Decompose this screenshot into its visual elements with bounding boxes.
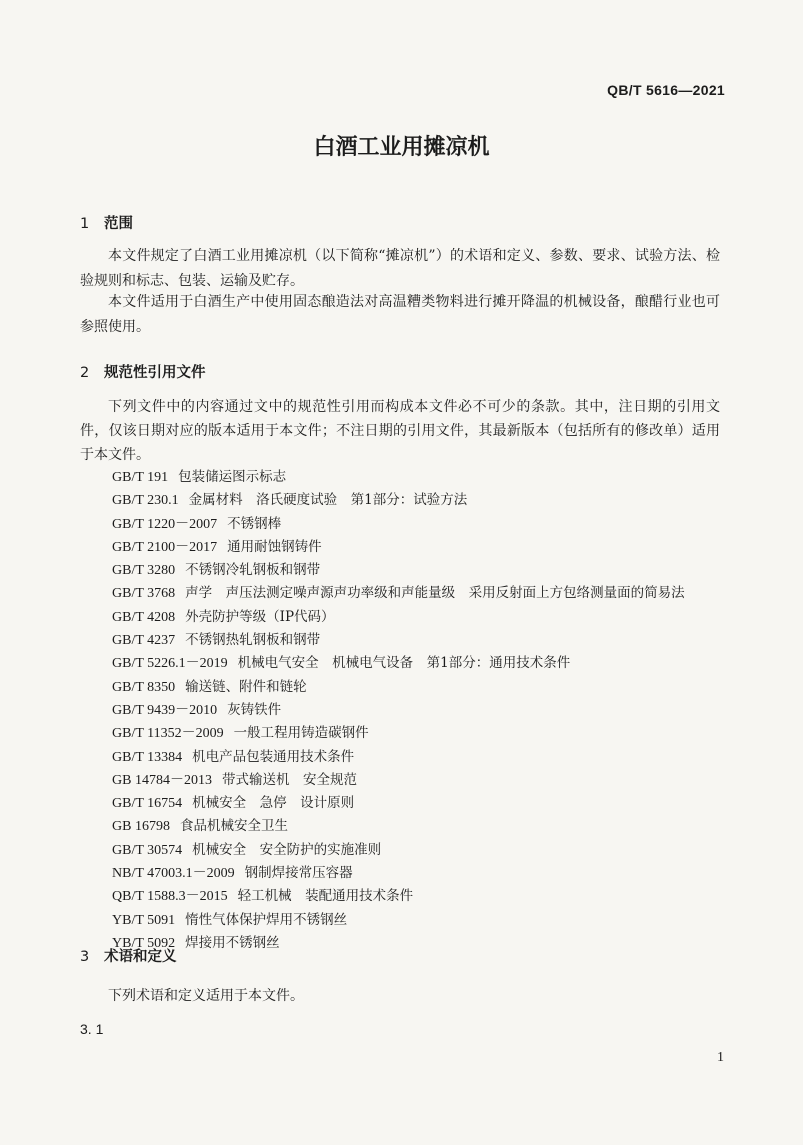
section-title: 术语和定义 xyxy=(104,949,177,965)
reference-code: GB/T 1220－2007 xyxy=(112,516,218,532)
reference-item xyxy=(112,815,685,838)
reference-item xyxy=(112,629,685,652)
reference-item xyxy=(112,722,685,745)
reference-title: 机电产品包装通用技术条件 xyxy=(192,748,355,765)
reference-code: YB/T 5091 xyxy=(112,912,176,928)
reference-item xyxy=(112,536,685,559)
reference-item xyxy=(112,513,685,536)
reference-code: GB 14784－2013 xyxy=(112,772,212,788)
standard-code: QB/T 5616—2021 xyxy=(607,82,725,98)
reference-code: GB/T 230.1 xyxy=(112,493,179,509)
reference-code: GB/T 16754 xyxy=(112,796,183,812)
reference-item xyxy=(112,676,685,699)
reference-code: GB/T 5226.1－2019 xyxy=(112,656,228,672)
section-title: 范围 xyxy=(104,216,133,232)
reference-title: 不锈钢棒 xyxy=(227,515,282,532)
section-2-heading xyxy=(80,361,206,382)
reference-title: 轻工机械 装配通用技术条件 xyxy=(237,888,414,905)
reference-list xyxy=(112,466,685,955)
section-number: 3 xyxy=(80,949,90,965)
paragraph: 本文件规定了白酒工业用摊凉机（以下简称“摊凉机”）的术语和定义、参数、要求、试验方法、检验规则和标志、包装、运输及贮存。 xyxy=(80,248,720,289)
reference-item xyxy=(112,909,685,932)
reference-title: 金属材料 洛氏硬度试验 第1部分：试验方法 xyxy=(188,492,468,509)
reference-item xyxy=(112,559,685,582)
section-1-heading xyxy=(80,212,133,233)
reference-code: NB/T 47003.1－2009 xyxy=(112,866,235,882)
reference-title: 机械安全 安全防护的实施准则 xyxy=(192,841,382,858)
paragraph: 下列术语和定义适用于本文件。 xyxy=(108,988,304,1004)
section-title: 规范性引用文件 xyxy=(104,365,206,381)
section-number: 2 xyxy=(80,365,90,381)
section-number: 1 xyxy=(80,216,90,232)
reference-item xyxy=(112,769,685,792)
reference-code: QB/T 1588.3－2015 xyxy=(112,889,228,905)
reference-item xyxy=(112,606,685,629)
reference-title: 不锈钢冷轧钢板和钢带 xyxy=(185,562,321,579)
reference-code: GB/T 11352－2009 xyxy=(112,726,224,742)
reference-code: GB/T 4208 xyxy=(112,609,176,625)
reference-item xyxy=(112,582,685,605)
reference-title: 一般工程用铸造碳钢件 xyxy=(233,725,369,742)
reference-item xyxy=(112,839,685,862)
reference-code: GB/T 13384 xyxy=(112,749,183,765)
reference-code: YB/T 5092 xyxy=(112,935,176,951)
reference-item xyxy=(112,932,685,955)
reference-code: GB/T 2100－2017 xyxy=(112,539,218,555)
page-number: 1 xyxy=(717,1050,724,1065)
reference-item xyxy=(112,489,685,512)
reference-title: 焊接用不锈钢丝 xyxy=(185,934,280,951)
reference-item xyxy=(112,885,685,908)
reference-title: 通用耐蚀钢铸件 xyxy=(227,538,322,555)
reference-title: 输送链、附件和链轮 xyxy=(185,678,307,695)
reference-item xyxy=(112,792,685,815)
reference-code: GB/T 9439－2010 xyxy=(112,702,218,718)
reference-code: GB/T 30574 xyxy=(112,842,183,858)
paragraph: 本文件适用于白酒生产中使用固态酿造法对高温糟类物料进行摊开降温的机械设备，酿醋行业也可参照使用。 xyxy=(80,294,720,335)
section-3-heading xyxy=(80,945,177,966)
reference-code: GB 16798 xyxy=(112,819,170,835)
reference-title: 声学 声压法测定噪声源声功率级和声能量级 采用反射面上方包络测量面的简易法 xyxy=(185,585,685,602)
reference-code: GB/T 4237 xyxy=(112,633,176,649)
reference-item xyxy=(112,466,685,489)
reference-title: 不锈钢热轧钢板和钢带 xyxy=(185,632,321,649)
clause-number: 3. 1 xyxy=(80,1021,104,1037)
reference-title: 惰性气体保护焊用不锈钢丝 xyxy=(185,911,348,928)
reference-title: 外壳防护等级（IP代码） xyxy=(185,608,335,625)
document-title: 白酒工业用摊凉机 xyxy=(313,135,490,160)
reference-title: 包装储运图示标志 xyxy=(178,469,287,485)
reference-title: 食品机械安全卫生 xyxy=(179,818,288,835)
reference-title: 机械安全 急停 设计原则 xyxy=(192,795,355,812)
reference-title: 灰铸铁件 xyxy=(227,701,282,718)
reference-code: GB/T 3768 xyxy=(112,586,176,602)
paragraph: 下列文件中的内容通过文中的规范性引用而构成本文件必不可少的条款。其中，注日期的引用文件，仅该日期对应的版本适用于本文件；不注日期的引用文件，其最新版本（包括所有的修改单）适用于本文件。 xyxy=(80,399,720,463)
reference-item xyxy=(112,862,685,885)
reference-item xyxy=(112,746,685,769)
reference-title: 钢制焊接常压容器 xyxy=(244,865,353,882)
reference-title: 机械电气安全 机械电气设备 第1部分：通用技术条件 xyxy=(237,655,571,672)
reference-title: 带式输送机 安全规范 xyxy=(221,771,357,788)
reference-code: GB/T 8350 xyxy=(112,679,176,695)
reference-code: GB/T 191 xyxy=(112,470,169,485)
reference-code: GB/T 3280 xyxy=(112,563,176,579)
reference-item xyxy=(112,699,685,722)
reference-item xyxy=(112,652,685,675)
